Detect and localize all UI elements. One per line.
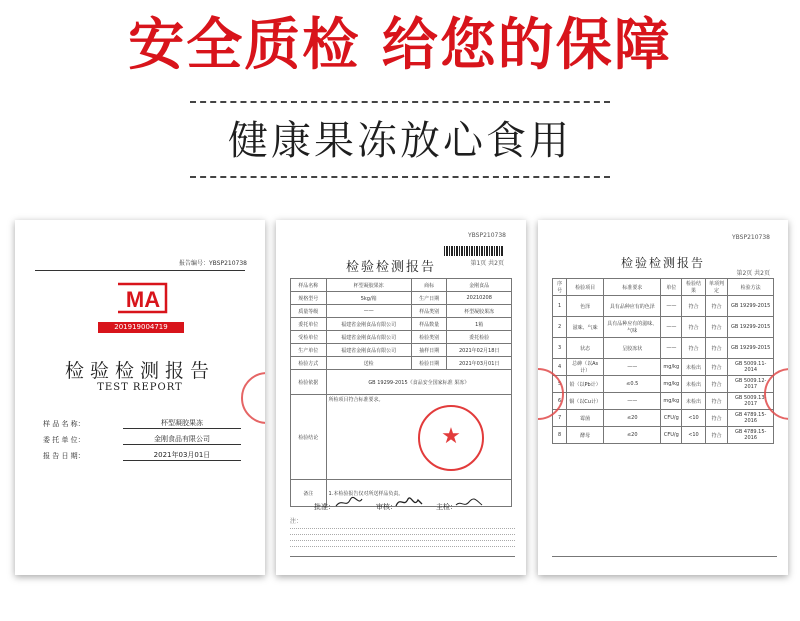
field-label-sample: 样 品 名 称： (43, 420, 85, 428)
results-cell: GB 5009.11-2014 (728, 359, 774, 376)
info-row (291, 292, 512, 305)
divider-top (190, 101, 610, 103)
results-cell: 符合 (705, 359, 728, 376)
results-row (553, 359, 774, 376)
results-cell: 未检出 (682, 376, 706, 393)
info-cell: 质量等级 (291, 305, 327, 318)
results-header-cell: 单位 (661, 279, 682, 296)
results-row (553, 376, 774, 393)
info-cell: 杯型凝胶果冻 (447, 305, 512, 318)
report-code: YBSP210738 (467, 232, 506, 239)
cover-title-en: TEST REPORT (97, 382, 183, 393)
results-cell: —— (661, 296, 682, 317)
cover-rule (35, 270, 245, 271)
signature-review-icon (394, 494, 424, 510)
results-header-cell: 序号 (553, 279, 567, 296)
info-row (291, 318, 512, 331)
results-cell: GB 19299-2015 (728, 296, 774, 317)
report-page-1 (276, 220, 526, 575)
info-cell: 生产日期 (411, 292, 447, 305)
remark-text: 1.本检验报告仅对所送样品负责。 (326, 480, 511, 507)
results-row (553, 410, 774, 427)
basis-value: GB 19299-2015《食品安全国家标准 果冻》 (326, 370, 511, 395)
results-cell: 符合 (705, 296, 728, 317)
official-seal-icon: ★ (418, 405, 484, 471)
info-cell: 2021年02月18日 (447, 344, 512, 357)
results-cell: 呈胶冻状 (604, 338, 661, 359)
results-cell: 符合 (705, 317, 728, 338)
info-cell: 福建省金刚食品有限公司 (326, 318, 411, 331)
info-cell: 商标 (411, 279, 447, 292)
info-cell: 20210208 (447, 292, 512, 305)
results-header-cell: 检验结果 (682, 279, 706, 296)
headline: 安全质检 给您的保障 (128, 13, 672, 78)
info-cell: 受检单位 (291, 331, 327, 344)
results-cell: mg/kg (661, 359, 682, 376)
info-cell: 样品类别 (411, 305, 447, 318)
conclusion-label: 检验结论 (291, 395, 327, 480)
sig-review-label: 审核： (376, 503, 397, 511)
results-cell: 具有品种应有的色泽 (604, 296, 661, 317)
results-cell: 色泽 (567, 296, 604, 317)
info-cell: 金刚食品 (447, 279, 512, 292)
results-cell: 1 (553, 296, 567, 317)
results-cell: CFU/g (661, 427, 682, 444)
info-cell: 样品名称 (291, 279, 327, 292)
results-cell: 2 (553, 317, 567, 338)
results-cell: mg/kg (661, 393, 682, 410)
field-value-date: 2021年03月01日 (123, 450, 241, 461)
results-cell: 酵母 (567, 427, 604, 444)
results-cell: ≤20 (604, 427, 661, 444)
cover-title: 检验检测报告 (64, 360, 215, 382)
field-label-date: 报 告 日 期： (43, 452, 85, 460)
results-cell: 未检出 (682, 359, 706, 376)
results-cell: 6 (553, 393, 567, 410)
results-header-cell: 标准要求 (604, 279, 661, 296)
results-cell: <10 (682, 410, 706, 427)
results-cell: 符合 (705, 338, 728, 359)
page2-page-number: 第2页 共2页 (736, 270, 770, 277)
basis-label: 检验依据 (291, 370, 327, 395)
results-cell: 铅（以Pb计） (567, 376, 604, 393)
notes-label: 注： (290, 518, 303, 525)
results-cell: GB 19299-2015 (728, 338, 774, 359)
results-header-row (553, 279, 774, 296)
info-cell: 检验类别 (411, 331, 447, 344)
remark-label: 备注 (291, 480, 327, 507)
results-cell: <10 (682, 427, 706, 444)
info-cell: 生产单位 (291, 344, 327, 357)
sig-main-label: 主检： (436, 503, 457, 511)
info-cell: 福建省金刚食品有限公司 (326, 344, 411, 357)
subheadline: 健康果冻放心食用 (228, 118, 572, 164)
results-cell: 未检出 (682, 393, 706, 410)
results-cell: 符合 (682, 338, 706, 359)
info-cell: —— (326, 305, 411, 318)
results-cell: 具有品种应有的滋味、气味 (604, 317, 661, 338)
results-cell: ≤20 (604, 410, 661, 427)
page1-page-number: 第1页 共2页 (470, 260, 504, 267)
barcode-icon (444, 246, 504, 256)
results-cell: CFU/g (661, 410, 682, 427)
results-cell: GB 4789.15-2016 (728, 410, 774, 427)
results-cell: 符合 (705, 427, 728, 444)
field-label-client: 委 托 单 位： (43, 436, 85, 444)
results-cell: —— (604, 393, 661, 410)
results-cell: 7 (553, 410, 567, 427)
info-cell: 5kg/箱 (326, 292, 411, 305)
signature-approve-icon (334, 496, 364, 510)
conclusion-text: 所检项目符合标准要求。 (326, 395, 511, 480)
info-cell: 杯型凝胶果冻 (326, 279, 411, 292)
report-cover-page (15, 220, 265, 575)
results-cell: ≤0.5 (604, 376, 661, 393)
field-value-client: 金刚食品有限公司 (123, 434, 241, 445)
results-cell: —— (661, 317, 682, 338)
page2-title: 检验检测报告 (620, 256, 705, 270)
results-cell: 符合 (682, 317, 706, 338)
info-cell: 检验方式 (291, 357, 327, 370)
info-row (291, 279, 512, 292)
info-cell: 1箱 (447, 318, 512, 331)
divider-bottom (190, 176, 610, 178)
results-row (553, 338, 774, 359)
info-table (290, 278, 512, 507)
results-cell: 8 (553, 427, 567, 444)
info-row (291, 305, 512, 318)
results-cell: —— (604, 359, 661, 376)
info-row (291, 331, 512, 344)
results-cell: GB 19299-2015 (728, 317, 774, 338)
info-row (291, 357, 512, 370)
results-cell: 符合 (682, 296, 706, 317)
report-page-2 (538, 220, 788, 575)
results-cell: GB 4789.15-2016 (728, 427, 774, 444)
cma-number: 201919004719 (98, 322, 184, 333)
results-cell: GB 5009.13-2017 (728, 393, 774, 410)
info-cell: 2021年03月01日 (447, 357, 512, 370)
results-row (553, 427, 774, 444)
results-cell: 铜（以Cu计） (567, 393, 604, 410)
results-cell: 霉菌 (567, 410, 604, 427)
results-header-cell: 单项判定 (705, 279, 728, 296)
signature-main-icon (454, 496, 484, 510)
results-row (553, 393, 774, 410)
report-code-p2: YBSP210738 (731, 234, 770, 241)
page2-footer (552, 556, 777, 557)
results-cell: —— (661, 338, 682, 359)
results-cell: GB 5009.12-2017 (728, 376, 774, 393)
results-table (552, 278, 774, 444)
info-cell: 样品数量 (411, 318, 447, 331)
info-cell: 福建省金刚食品有限公司 (326, 331, 411, 344)
results-cell: 总砷（以As计） (567, 359, 604, 376)
info-cell: 委托单位 (291, 318, 327, 331)
results-cell: 4 (553, 359, 567, 376)
info-cell: 送检 (326, 357, 411, 370)
sig-approve-label: 批准： (314, 503, 335, 511)
info-cell: 委托检验 (447, 331, 512, 344)
results-cell: 5 (553, 376, 567, 393)
results-header-cell: 检验方法 (728, 279, 774, 296)
page1-footer (290, 556, 515, 557)
results-row (553, 296, 774, 317)
results-cell: 符合 (705, 410, 728, 427)
results-cell: 符合 (705, 393, 728, 410)
results-cell: 3 (553, 338, 567, 359)
info-cell: 规格型号 (291, 292, 327, 305)
info-row (291, 344, 512, 357)
results-header-cell: 检验项目 (567, 279, 604, 296)
results-row (553, 317, 774, 338)
results-cell: 符合 (705, 376, 728, 393)
svg-text:MA: MA (125, 287, 161, 312)
report-number: 报告编号：YBSP210738 (178, 260, 247, 267)
field-value-sample: 杯型凝胶果冻 (123, 418, 241, 429)
info-cell: 检验日期 (411, 357, 447, 370)
cma-logo-icon (110, 278, 174, 318)
results-cell: 滋味、气味 (567, 317, 604, 338)
page1-title: 检验检测报告 (345, 260, 436, 275)
results-cell: mg/kg (661, 376, 682, 393)
notes-block (290, 518, 515, 547)
info-cell: 抽样日期 (411, 344, 447, 357)
results-cell: 状态 (567, 338, 604, 359)
